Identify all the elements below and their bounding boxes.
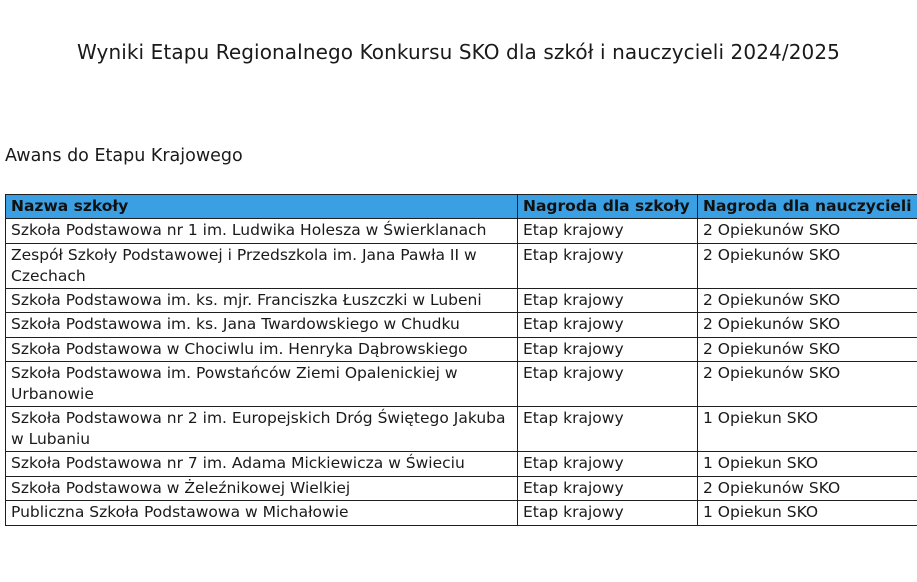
header-teacher-award: Nagroda dla nauczycieli bbox=[698, 195, 917, 219]
cell-teacher-award: 1 Opiekun SKO bbox=[698, 501, 917, 526]
cell-school: Szkoła Podstawowa im. Powstańców Ziemi Opalenickiej w Urbanowie bbox=[6, 362, 518, 407]
table-row bbox=[6, 219, 917, 244]
cell-school: Szkoła Podstawowa w Chociwlu im. Henryka Dąbrowskiego bbox=[6, 337, 518, 362]
cell-school: Zespół Szkoły Podstawowej i Przedszkola im. Jana Pawła II w Czechach bbox=[6, 243, 518, 288]
table-row bbox=[6, 501, 917, 526]
cell-teacher-award: 2 Opiekunów SKO bbox=[698, 313, 917, 338]
document-title: Wyniki Etapu Regionalnego Konkursu SKO dla szkół i nauczycieli 2024/2025 bbox=[76, 40, 840, 64]
table-row bbox=[6, 476, 917, 501]
table-row bbox=[6, 288, 917, 313]
cell-teacher-award: 2 Opiekunów SKO bbox=[698, 219, 917, 244]
cell-school-award: Etap krajowy bbox=[518, 288, 698, 313]
header-school-award: Nagroda dla szkoły bbox=[518, 195, 698, 219]
cell-school-award: Etap krajowy bbox=[518, 243, 698, 288]
results-table bbox=[5, 194, 917, 526]
table-header-row bbox=[6, 195, 917, 219]
cell-teacher-award: 1 Opiekun SKO bbox=[698, 452, 917, 477]
cell-school-award: Etap krajowy bbox=[518, 362, 698, 407]
cell-school: Szkoła Podstawowa im. ks. Jana Twardowskiego w Chudku bbox=[6, 313, 518, 338]
cell-teacher-award: 2 Opiekunów SKO bbox=[698, 288, 917, 313]
cell-teacher-award: 2 Opiekunów SKO bbox=[698, 243, 917, 288]
table-row bbox=[6, 452, 917, 477]
cell-school: Szkoła Podstawowa im. ks. mjr. Franciszka Łuszczki w Lubeni bbox=[6, 288, 518, 313]
cell-school: Szkoła Podstawowa w Żeleźnikowej Wielkiej bbox=[6, 476, 518, 501]
table-row bbox=[6, 407, 917, 452]
cell-teacher-award: 1 Opiekun SKO bbox=[698, 407, 917, 452]
cell-teacher-award: 2 Opiekunów SKO bbox=[698, 476, 917, 501]
cell-school-award: Etap krajowy bbox=[518, 407, 698, 452]
section-title: Awans do Etapu Krajowego bbox=[5, 146, 243, 166]
cell-school: Szkoła Podstawowa nr 7 im. Adama Mickiewicza w Świeciu bbox=[6, 452, 518, 477]
table-row bbox=[6, 362, 917, 407]
cell-school-award: Etap krajowy bbox=[518, 313, 698, 338]
cell-teacher-award: 2 Opiekunów SKO bbox=[698, 337, 917, 362]
cell-school: Szkoła Podstawowa nr 1 im. Ludwika Holesza w Świerklanach bbox=[6, 219, 518, 244]
table-row bbox=[6, 243, 917, 288]
cell-school-award: Etap krajowy bbox=[518, 337, 698, 362]
cell-school-award: Etap krajowy bbox=[518, 501, 698, 526]
cell-school-award: Etap krajowy bbox=[518, 452, 698, 477]
cell-teacher-award: 2 Opiekunów SKO bbox=[698, 362, 917, 407]
cell-school-award: Etap krajowy bbox=[518, 476, 698, 501]
cell-school-award: Etap krajowy bbox=[518, 219, 698, 244]
cell-school: Szkoła Podstawowa nr 2 im. Europejskich Dróg Świętego Jakuba w Lubaniu bbox=[6, 407, 518, 452]
table-row bbox=[6, 337, 917, 362]
cell-school: Publiczna Szkoła Podstawowa w Michałowie bbox=[6, 501, 518, 526]
table-row bbox=[6, 313, 917, 338]
header-school: Nazwa szkoły bbox=[6, 195, 518, 219]
